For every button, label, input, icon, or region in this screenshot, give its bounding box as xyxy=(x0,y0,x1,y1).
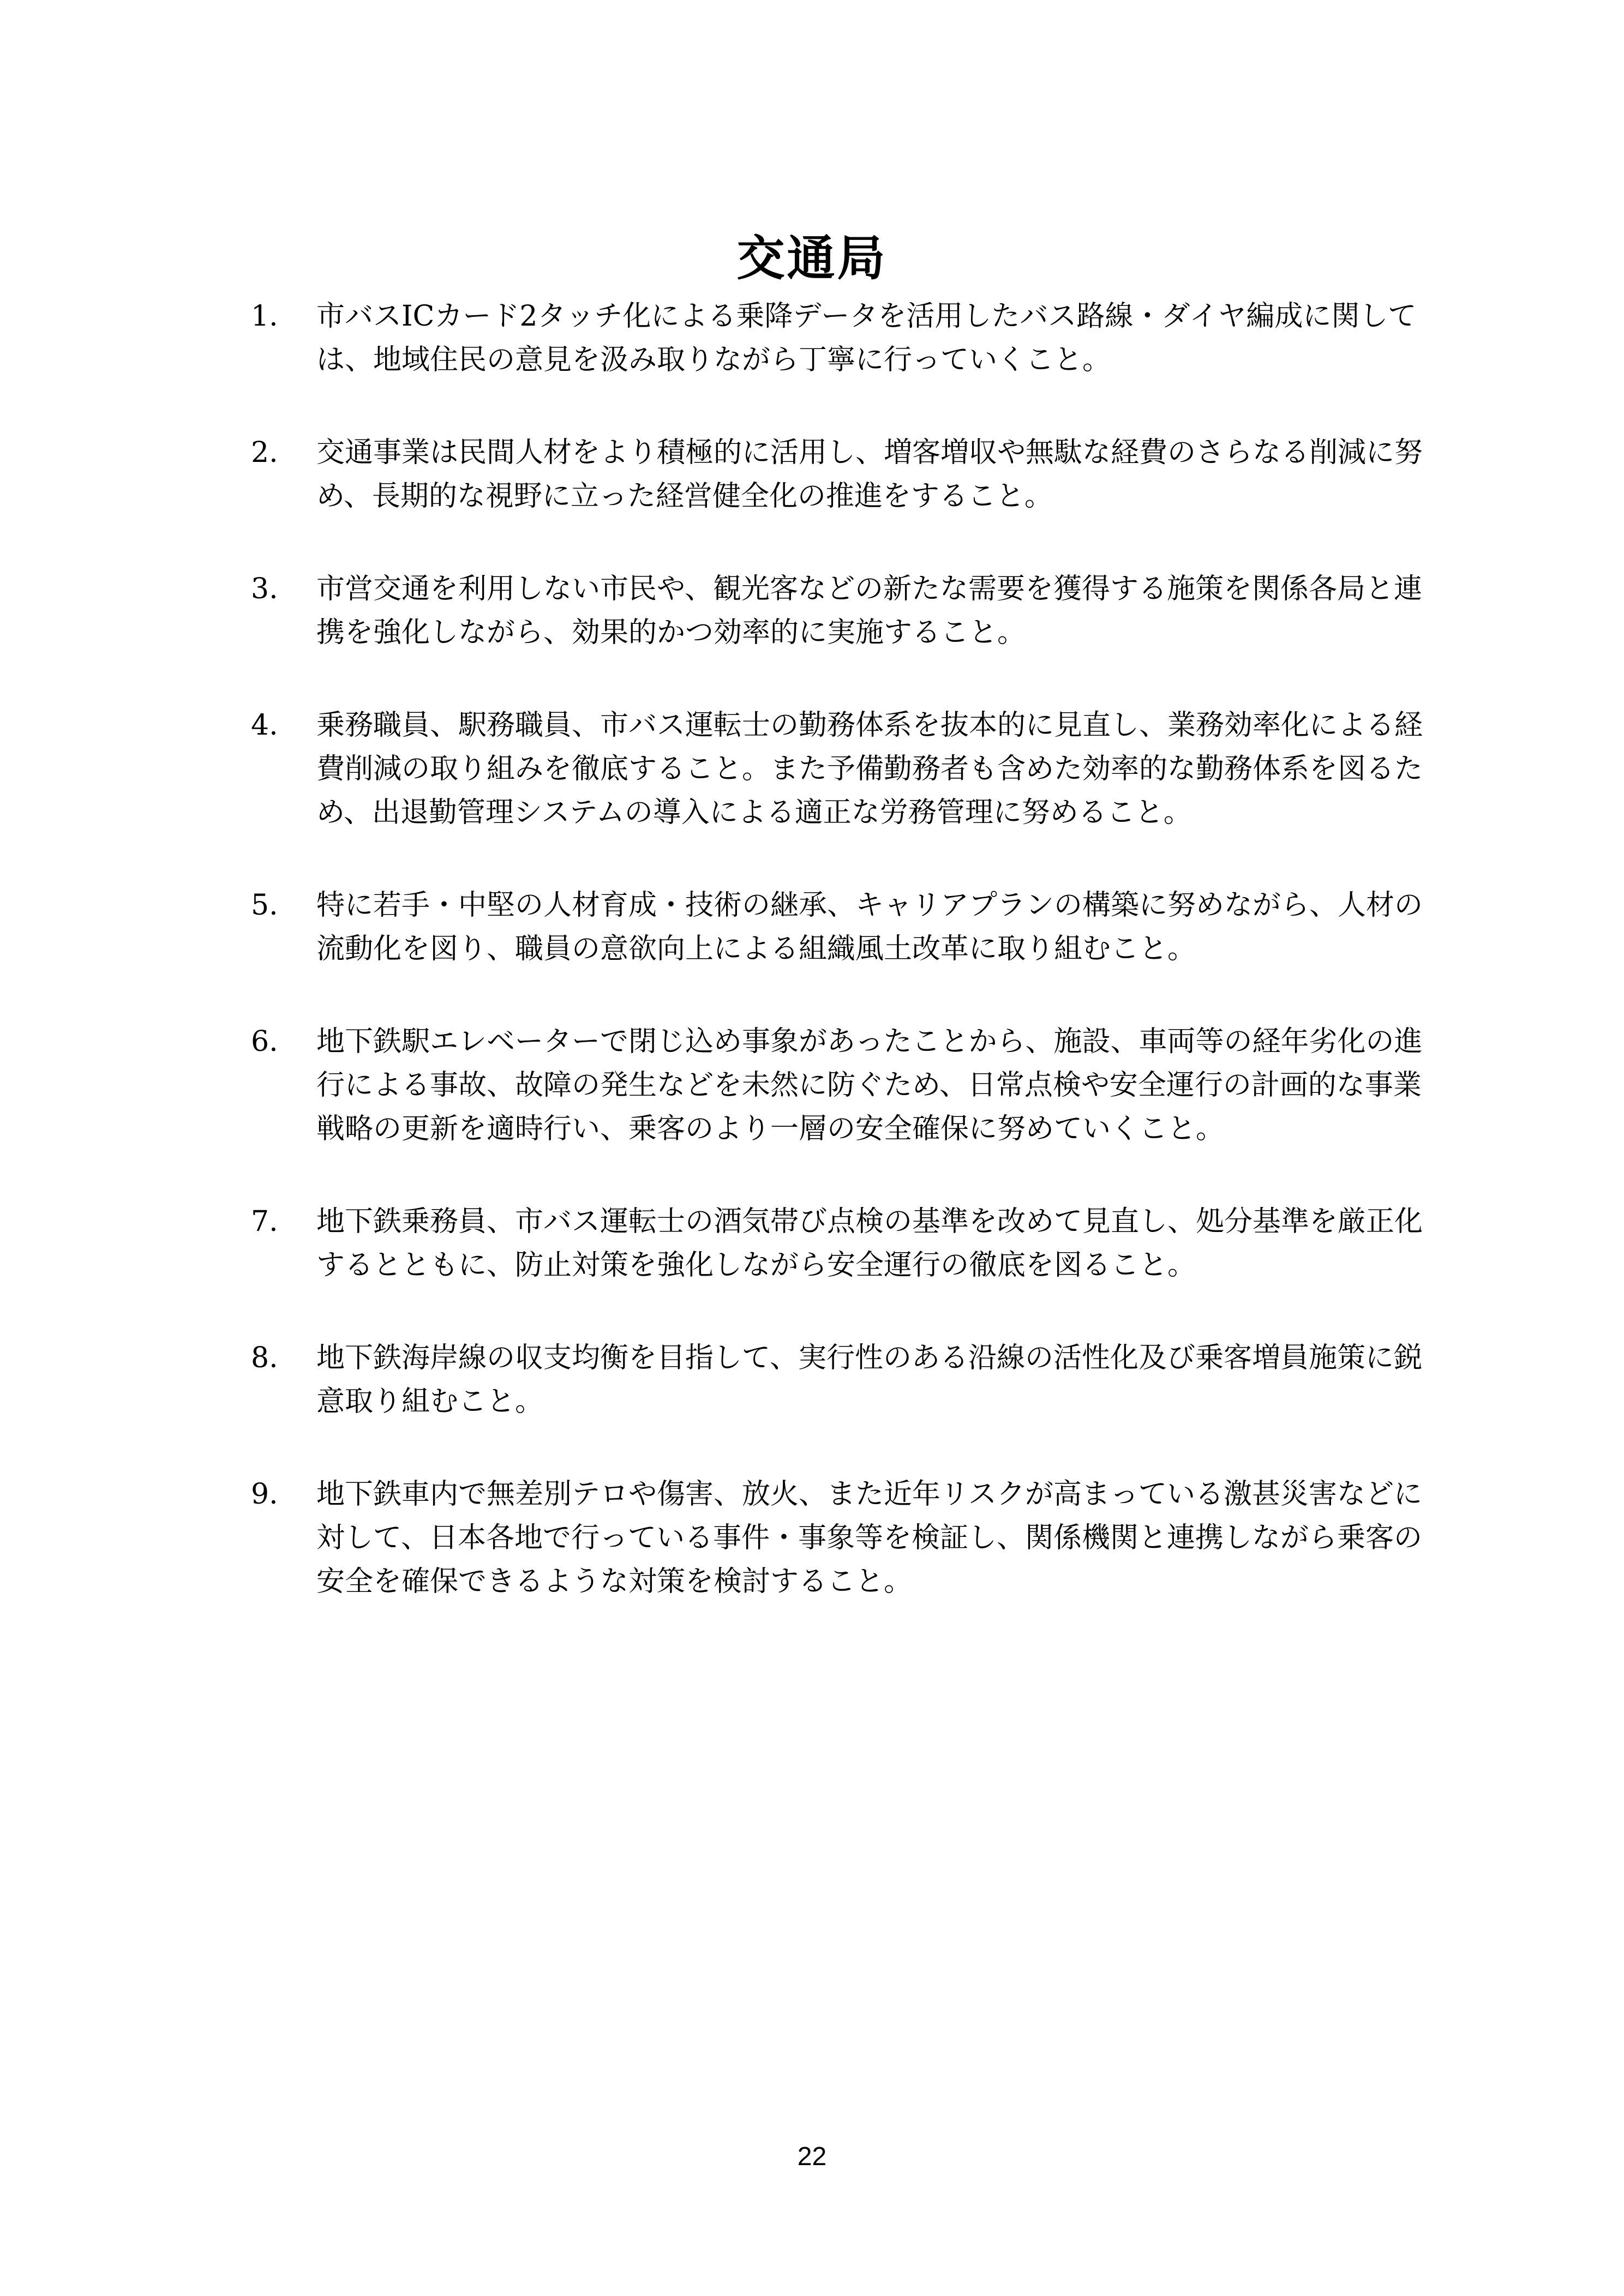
item-text: 地下鉄車内で無差別テロや傷害、放火、また近年リスクが高まっている激甚災害などに対して、日本各地で行っている事件・事象等を検証し、関係機関と連携しながら乗客の安全を確保できるような対策を検討すること。 xyxy=(316,1478,1422,1598)
item-number: 4. xyxy=(251,709,278,742)
page-number: 22 xyxy=(797,2142,827,2171)
item-number: 2. xyxy=(251,436,278,469)
item-text: 市バスICカード2タッチ化による乗降データを活用したバス路線・ダイヤ編成に関しては、地域住民の意見を汲み取りながら丁寧に行っていくこと。 xyxy=(316,300,1417,376)
item-number: 1. xyxy=(251,300,278,333)
item-text: 市営交通を利用しない市民や、観光客などの新たな需要を獲得する施策を関係各局と連携を強化しながら、効果的かつ効率的に実施すること。 xyxy=(316,573,1422,649)
list-item xyxy=(251,1336,1440,1423)
list-item xyxy=(251,294,1440,382)
list-item xyxy=(251,1200,1440,1287)
item-list xyxy=(251,294,1440,1652)
item-text: 地下鉄駅エレベーターで閉じ込め事象があったことから、施設、車両等の経年劣化の進行による事故、故障の発生などを未然に防ぐため、日常点検や安全運行の計画的な事業戦略の更新を適時行い、乗客のより一層の安全確保に努めていくこと。 xyxy=(316,1025,1423,1145)
item-number: 8. xyxy=(251,1342,278,1374)
list-item xyxy=(251,883,1440,971)
item-number: 3. xyxy=(251,573,278,605)
list-item xyxy=(251,1020,1440,1151)
item-text: 特に若手・中堅の人材育成・技術の継承、キャリアプランの構築に努めながら、人材の流動化を図り、職員の意欲向上による組織風土改革に取り組むこと。 xyxy=(316,889,1423,965)
item-text: 交通事業は民間人材をより積極的に活用し、増客増収や無駄な経費のさらなる削減に努め、長期的な視野に立った経営健全化の推進をすること。 xyxy=(316,436,1423,513)
item-number: 6. xyxy=(251,1025,278,1058)
item-number: 5. xyxy=(251,889,278,922)
list-item xyxy=(251,431,1440,518)
item-text: 地下鉄乗務員、市バス運転士の酒気帯び点検の基準を改めて見直し、処分基準を厳正化するとともに、防止対策を強化しながら安全運行の徹底を図ること。 xyxy=(316,1205,1423,1282)
list-item xyxy=(251,567,1440,654)
list-item xyxy=(251,704,1440,834)
item-number: 7. xyxy=(251,1205,278,1238)
item-text: 地下鉄海岸線の収支均衡を目指して、実行性のある沿線の活性化及び乗客増員施策に鋭意取り組むこと。 xyxy=(316,1342,1422,1418)
list-item xyxy=(251,1472,1440,1603)
item-text: 乗務職員、駅務職員、市バス運転士の勤務体系を抜本的に見直し、業務効率化による経費削減の取り組みを徹底すること。また予備勤務者も含めた効率的な勤務体系を図るため、出退勤管理システムの導入による適正な労務管理に努めること。 xyxy=(316,709,1423,829)
item-number: 9. xyxy=(251,1478,278,1511)
page-title: 交通局 xyxy=(736,230,888,286)
